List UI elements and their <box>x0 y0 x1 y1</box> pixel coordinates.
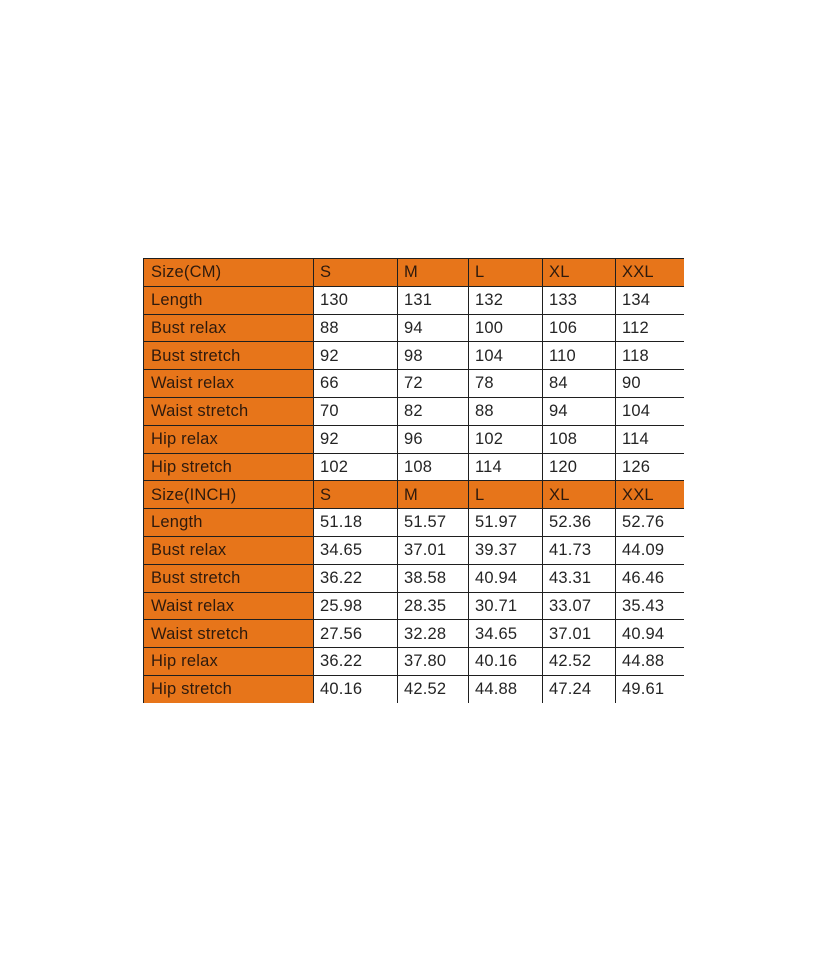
size-column-header-cell: L <box>469 481 543 509</box>
measurement-row <box>144 397 684 425</box>
measurement-value-cell: 46.46 <box>616 564 684 592</box>
measurement-row <box>144 453 684 481</box>
size-column-header-cell: S <box>314 259 398 287</box>
measurement-value-cell: 47.24 <box>543 675 616 703</box>
measurement-value-cell: 51.97 <box>469 509 543 537</box>
measurement-value-cell: 41.73 <box>543 536 616 564</box>
measurement-value-cell: 108 <box>398 453 469 481</box>
measurement-row <box>144 536 684 564</box>
measurement-value-cell: 37.01 <box>398 536 469 564</box>
size-chart-table <box>143 258 684 703</box>
measurement-value-cell: 78 <box>469 370 543 398</box>
measurement-value-cell: 133 <box>543 286 616 314</box>
measurement-value-cell: 114 <box>469 453 543 481</box>
measurement-value-cell: 112 <box>616 314 684 342</box>
measurement-value-cell: 44.09 <box>616 536 684 564</box>
measurement-value-cell: 40.16 <box>469 648 543 676</box>
measurement-value-cell: 36.22 <box>314 564 398 592</box>
measurement-value-cell: 72 <box>398 370 469 398</box>
measurement-value-cell: 44.88 <box>616 648 684 676</box>
measurement-value-cell: 42.52 <box>543 648 616 676</box>
measurement-value-cell: 66 <box>314 370 398 398</box>
measurement-value-cell: 42.52 <box>398 675 469 703</box>
measurement-row <box>144 370 684 398</box>
measurement-value-cell: 118 <box>616 342 684 370</box>
measurement-value-cell: 131 <box>398 286 469 314</box>
size-column-header-cell: M <box>398 259 469 287</box>
measurement-value-cell: 34.65 <box>314 536 398 564</box>
measurement-value-cell: 37.01 <box>543 620 616 648</box>
size-column-header-cell: XL <box>543 259 616 287</box>
measurement-value-cell: 39.37 <box>469 536 543 564</box>
measurement-label-cell: Hip relax <box>144 425 314 453</box>
measurement-value-cell: 96 <box>398 425 469 453</box>
measurement-label-cell: Hip stretch <box>144 453 314 481</box>
measurement-value-cell: 132 <box>469 286 543 314</box>
measurement-value-cell: 35.43 <box>616 592 684 620</box>
size-column-header-cell: M <box>398 481 469 509</box>
measurement-value-cell: 94 <box>398 314 469 342</box>
measurement-value-cell: 33.07 <box>543 592 616 620</box>
measurement-label-cell: Waist stretch <box>144 397 314 425</box>
measurement-value-cell: 104 <box>616 397 684 425</box>
measurement-value-cell: 108 <box>543 425 616 453</box>
measurement-label-cell: Waist relax <box>144 370 314 398</box>
size-column-header-cell: XXL <box>616 259 684 287</box>
measurement-value-cell: 88 <box>469 397 543 425</box>
measurement-value-cell: 84 <box>543 370 616 398</box>
measurement-label-cell: Bust stretch <box>144 564 314 592</box>
measurement-value-cell: 27.56 <box>314 620 398 648</box>
measurement-value-cell: 37.80 <box>398 648 469 676</box>
measurement-value-cell: 126 <box>616 453 684 481</box>
measurement-value-cell: 100 <box>469 314 543 342</box>
measurement-row <box>144 592 684 620</box>
section-title-cell: Size(INCH) <box>144 481 314 509</box>
measurement-value-cell: 25.98 <box>314 592 398 620</box>
measurement-value-cell: 82 <box>398 397 469 425</box>
size-column-header-cell: XXL <box>616 481 684 509</box>
measurement-value-cell: 70 <box>314 397 398 425</box>
measurement-value-cell: 130 <box>314 286 398 314</box>
measurement-value-cell: 40.16 <box>314 675 398 703</box>
measurement-value-cell: 30.71 <box>469 592 543 620</box>
measurement-label-cell: Bust stretch <box>144 342 314 370</box>
measurement-row <box>144 314 684 342</box>
measurement-value-cell: 120 <box>543 453 616 481</box>
size-column-header-cell: XL <box>543 481 616 509</box>
measurement-value-cell: 49.61 <box>616 675 684 703</box>
measurement-label-cell: Length <box>144 509 314 537</box>
section-header-row <box>144 259 684 287</box>
measurement-row <box>144 342 684 370</box>
measurement-value-cell: 102 <box>469 425 543 453</box>
measurement-value-cell: 32.28 <box>398 620 469 648</box>
measurement-value-cell: 52.76 <box>616 509 684 537</box>
measurement-row <box>144 675 684 703</box>
measurement-value-cell: 51.57 <box>398 509 469 537</box>
measurement-value-cell: 38.58 <box>398 564 469 592</box>
measurement-value-cell: 92 <box>314 342 398 370</box>
measurement-row <box>144 509 684 537</box>
measurement-label-cell: Waist relax <box>144 592 314 620</box>
measurement-value-cell: 114 <box>616 425 684 453</box>
measurement-row <box>144 425 684 453</box>
measurement-value-cell: 98 <box>398 342 469 370</box>
measurement-label-cell: Hip stretch <box>144 675 314 703</box>
measurement-label-cell: Bust relax <box>144 314 314 342</box>
measurement-value-cell: 94 <box>543 397 616 425</box>
measurement-value-cell: 104 <box>469 342 543 370</box>
measurement-value-cell: 44.88 <box>469 675 543 703</box>
measurement-value-cell: 92 <box>314 425 398 453</box>
measurement-value-cell: 43.31 <box>543 564 616 592</box>
measurement-value-cell: 28.35 <box>398 592 469 620</box>
size-column-header-cell: L <box>469 259 543 287</box>
measurement-value-cell: 40.94 <box>469 564 543 592</box>
measurement-value-cell: 90 <box>616 370 684 398</box>
size-column-header-cell: S <box>314 481 398 509</box>
measurement-value-cell: 134 <box>616 286 684 314</box>
measurement-label-cell: Length <box>144 286 314 314</box>
measurement-row <box>144 286 684 314</box>
measurement-row <box>144 564 684 592</box>
measurement-value-cell: 102 <box>314 453 398 481</box>
measurement-label-cell: Waist stretch <box>144 620 314 648</box>
measurement-value-cell: 34.65 <box>469 620 543 648</box>
measurement-label-cell: Bust relax <box>144 536 314 564</box>
measurement-value-cell: 88 <box>314 314 398 342</box>
measurement-value-cell: 106 <box>543 314 616 342</box>
section-header-row <box>144 481 684 509</box>
measurement-row <box>144 620 684 648</box>
measurement-value-cell: 110 <box>543 342 616 370</box>
measurement-value-cell: 36.22 <box>314 648 398 676</box>
measurement-value-cell: 40.94 <box>616 620 684 648</box>
measurement-value-cell: 52.36 <box>543 509 616 537</box>
size-chart-body <box>144 259 684 704</box>
measurement-label-cell: Hip relax <box>144 648 314 676</box>
measurement-row <box>144 648 684 676</box>
measurement-value-cell: 51.18 <box>314 509 398 537</box>
section-title-cell: Size(CM) <box>144 259 314 287</box>
